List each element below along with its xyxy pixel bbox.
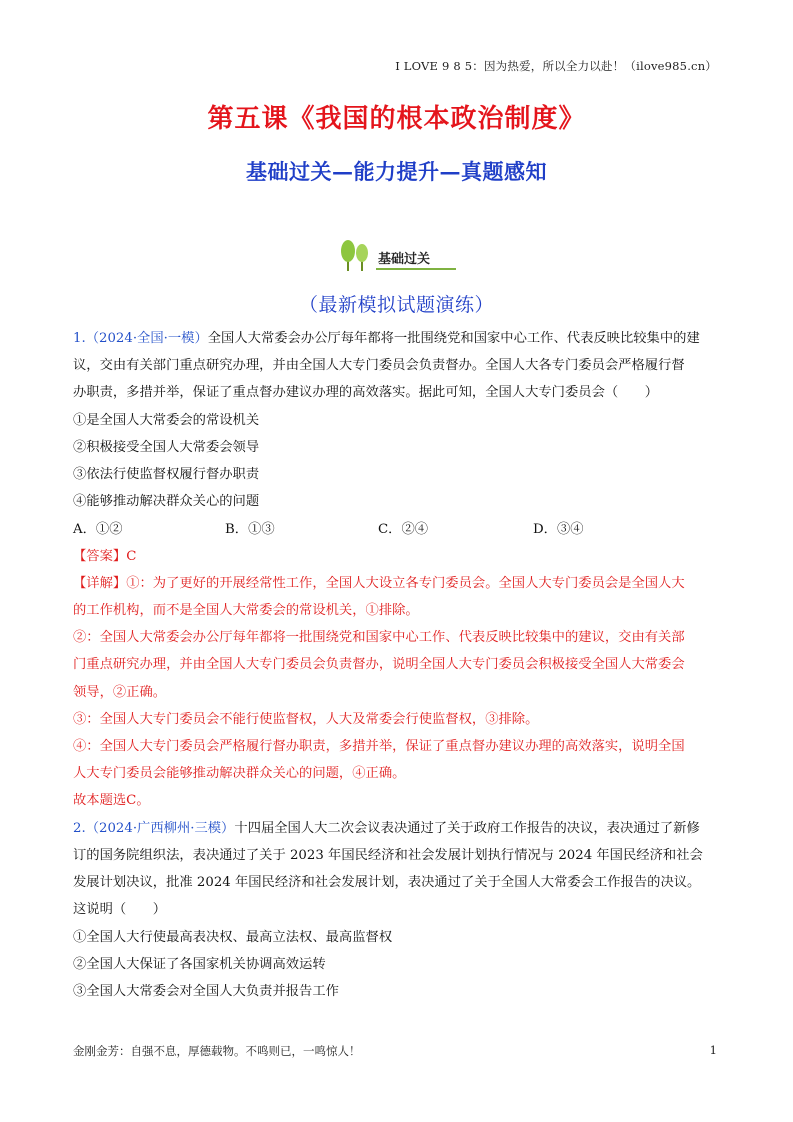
q1-conclusion: 故本题选C。 (73, 793, 150, 808)
page-subtitle: 基础过关—能力提升—真题感知 (246, 159, 547, 184)
q2-line-3: 发展计划决议，批准 2024 年国民经济和社会发展计划，表决通过了关于全国人大常委会工作报告的决议。 (73, 875, 701, 890)
q1-detail-line-8: 人大专门委员会能够推动解决群众关心的问题，④正确。 (73, 766, 406, 781)
page-header: I LOVE 9 8 5：因为热爱，所以全力以赴！（ilove985.cn） (395, 59, 717, 73)
detail-text: ①：为了更好的开展经常性工作，全国人大设立各专门委员会。全国人大专门委员会是全国人大 (126, 576, 685, 591)
q1-options (73, 521, 633, 539)
q1-item-4: ④能够推动解决群众关心的问题 (73, 494, 260, 509)
q1-answer (73, 548, 136, 566)
detail-tag: 【详解】 (73, 576, 127, 591)
q2-item-1: ①全国人大行使最高表决权、最高立法权、最高监督权 (73, 930, 393, 945)
page-title: 第五课《我国的根本政治制度》 (207, 104, 586, 134)
page-footer: 金刚金芳：自强不息，厚德载物。不鸣则已，一鸣惊人！ (73, 1044, 361, 1058)
tree-icon (336, 238, 376, 272)
q2-line-1 (73, 820, 700, 838)
q1-item-2: ②积极接受全国人大常委会领导 (73, 440, 260, 455)
answer-value: C (126, 549, 137, 564)
section-subheading: （最新模拟试题演练） (298, 294, 494, 316)
q1-line-1 (73, 330, 700, 348)
q1-number: 1. (73, 331, 86, 346)
q1-detail-line-6: ③：全国人大专门委员会不能行使监督权，人大及常委会行使监督权，③排除。 (73, 712, 539, 727)
q1-item-1: ①是全国人大常委会的常设机关 (73, 413, 260, 428)
q1-option-b: B．①③ (225, 522, 275, 537)
q1-line-2: 议，交由有关部门重点研究办理，并由全国人大专门委员会负责督办。全国人大各专门委员会严格履行督 (73, 358, 685, 373)
q2-text: 十四届全国人大二次会议表决通过了关于政府工作报告的决议，表决通过了新修 (234, 821, 700, 836)
q1-source: （2024·全国·一模） (85, 331, 208, 346)
q1-item-3: ③依法行使监督权履行督办职责 (73, 467, 260, 482)
q1-detail-line-4: 门重点研究办理，并由全国人大专门委员会负责督办，说明全国人大专门委员会积极接受全国人大常委会 (73, 657, 685, 672)
answer-tag: 【答案】 (73, 549, 127, 564)
q2-number: 2. (73, 821, 86, 836)
q1-text: 全国人大常委会办公厅每年都将一批围绕党和国家中心工作、代表反映比较集中的建 (207, 331, 700, 346)
q1-option-d: D．③④ (533, 522, 584, 537)
q1-detail-line-1 (73, 575, 685, 593)
q2-source: （2024·广西柳州·三模） (85, 821, 235, 836)
page-number: 1 (709, 1043, 717, 1057)
q1-line-3: 办职责，多措并举，保证了重点督办建议办理的高效落实。据此可知，全国人大专门委员会（ ） (73, 385, 659, 400)
q1-option-c: C．②④ (378, 522, 429, 537)
q2-line-4: 这说明（ ） (73, 902, 167, 917)
q2-item-3: ③全国人大常委会对全国人大负责并报告工作 (73, 984, 339, 999)
section-badge (336, 238, 456, 272)
q1-detail-line-3: ②：全国人大常委会办公厅每年都将一批围绕党和国家中心工作、代表反映比较集中的建议，交由有关部 (73, 630, 685, 645)
section-badge-label: 基础过关 (378, 252, 431, 267)
q1-detail-line-2: 的工作机构，而不是全国人大常委会的常设机关，①排除。 (73, 603, 419, 618)
q2-line-2: 订的国务院组织法，表决通过了关于 2023 年国民经济和社会发展计划执行情况与 2024 年国民经济和社会 (73, 848, 703, 863)
q1-option-a: A．①② (73, 522, 123, 537)
q2-item-2: ②全国人大保证了各国家机关协调高效运转 (73, 957, 326, 972)
badge-underline (376, 268, 456, 270)
q1-detail-line-7: ④：全国人大专门委员会严格履行督办职责，多措并举，保证了重点督办建议办理的高效落实，说明全国 (73, 739, 685, 754)
q1-detail-line-5: 领导，②正确。 (73, 685, 167, 700)
